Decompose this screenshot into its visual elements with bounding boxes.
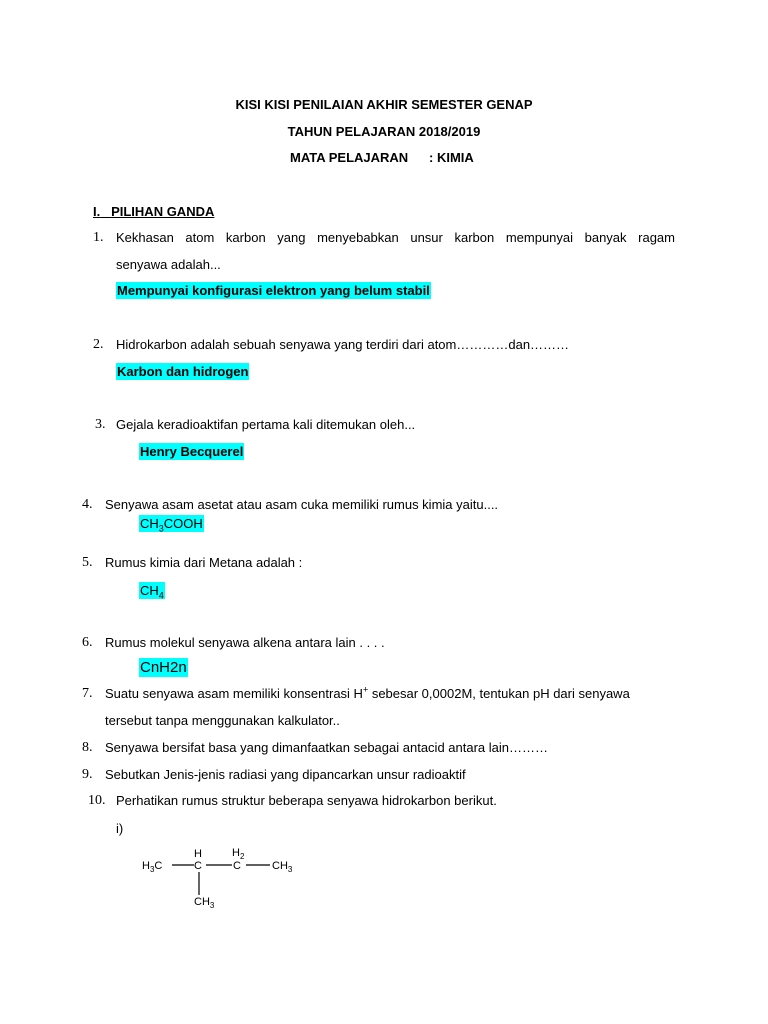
question-3-answer: Henry Becquerel <box>140 444 244 459</box>
struct-h2: $H_2$ <box>232 847 245 861</box>
question-10-sub-label: i) <box>116 821 124 836</box>
doc-subject-value: : KIMIA <box>429 150 474 165</box>
question-2-answer: Karbon dan hidrogen <box>117 364 249 379</box>
question-6-answer: CnH2n <box>140 659 187 676</box>
struct-ch3-bottom: $CH_3$ <box>194 896 215 910</box>
question-10-number: 10. <box>88 793 106 808</box>
question-10-text: Perhatikan rumus struktur beberapa senyawa hidrokarbon berikut. <box>116 793 497 808</box>
struct-ch3-right: $CH_3$ <box>272 860 293 874</box>
question-5-answer: $CH_4$ <box>140 583 164 601</box>
doc-title-line1: KISI KISI PENILAIAN AKHIR SEMESTER GENAP <box>235 97 533 112</box>
question-1-text-line2: senyawa adalah... <box>116 257 221 272</box>
question-7-text-line1: Suatu senyawa asam memiliki konsentrasi H+ sebesar 0,0002M, tentukan pH dari senyawa <box>105 684 630 701</box>
question-3-number: 3. <box>95 417 106 432</box>
question-5-number: 5. <box>82 555 93 570</box>
struct-h-top: H <box>194 848 202 860</box>
question-8-text: Senyawa bersifat basa yang dimanfaatkan sebagai antacid antara lain……… <box>105 740 548 755</box>
question-2-text: Hidrokarbon adalah sebuah senyawa yang terdiri dari atom…………dan……… <box>116 337 570 352</box>
question-5-text: Rumus kimia dari Metana adalah : <box>105 555 303 570</box>
doc-title-line2: TAHUN PELAJARAN 2018/2019 <box>287 124 481 139</box>
question-1-number: 1. <box>93 230 104 245</box>
question-6-text: Rumus molekul senyawa alkena antara lain . . . . <box>105 635 385 650</box>
question-9-text: Sebutkan Jenis-jenis radiasi yang dipancarkan unsur radioaktif <box>105 767 466 782</box>
question-1-answer: Mempunyai konfigurasi elektron yang belum stabil <box>117 283 430 298</box>
section-number: I. <box>93 204 101 219</box>
structural-formula-diagram <box>130 840 330 915</box>
question-1-text-line1: Kekhasan atom karbon yang menyebabkan unsur karbon mempunyai banyak ragam <box>116 230 675 245</box>
question-3-text: Gejala keradioaktifan pertama kali ditemukan oleh... <box>116 417 416 432</box>
question-8-number: 8. <box>82 740 93 755</box>
question-7-text-line2: tersebut tanpa menggunakan kalkulator.. <box>105 713 340 728</box>
struct-h3c: $H_3C$ <box>142 860 163 874</box>
struct-c-right: C <box>233 860 241 872</box>
question-4-text: Senyawa asam asetat atau asam cuka memiliki rumus kimia yaitu.... <box>105 497 499 512</box>
question-4-answer: $CH_3COOH$ <box>140 516 203 534</box>
question-9-number: 9. <box>82 767 93 782</box>
question-2-number: 2. <box>93 337 104 352</box>
doc-subject-label: MATA PELAJARAN <box>290 150 409 165</box>
section-title: PILIHAN GANDA <box>111 204 215 219</box>
question-7-number: 7. <box>82 686 93 701</box>
question-6-number: 6. <box>82 635 93 650</box>
section-heading <box>93 205 214 218</box>
struct-c-center: C <box>194 860 202 872</box>
question-4-number: 4. <box>82 497 93 512</box>
